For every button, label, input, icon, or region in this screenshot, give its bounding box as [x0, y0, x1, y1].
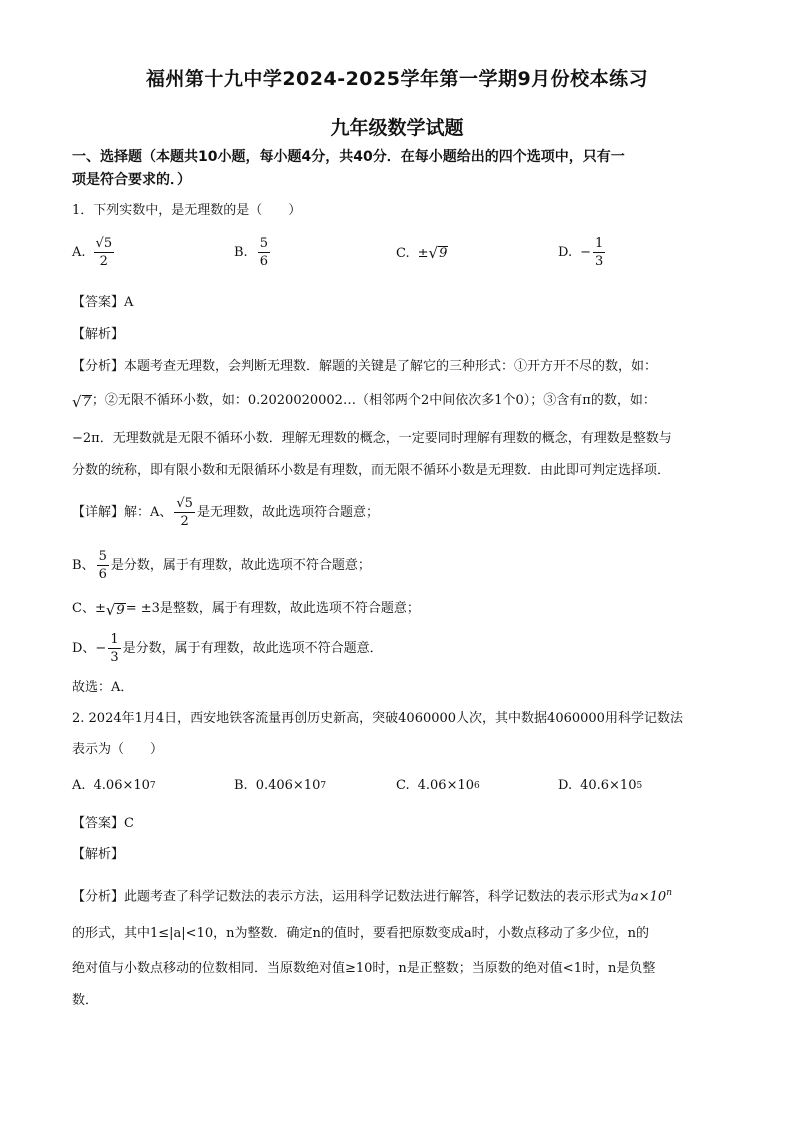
q1-option-a-denominator: 2: [99, 254, 108, 269]
q2-analysis-expression: a×10: [631, 889, 667, 905]
q1-detail-prefix: 【详解】解：A、: [72, 504, 173, 520]
q1-option-b-numerator: 5: [259, 236, 268, 251]
q1-detail-a-text: 是无理数，故此选项符合题意；: [196, 504, 379, 520]
q1-option-b: [234, 236, 272, 269]
q2-option-b-base: 0.406×10: [255, 778, 321, 793]
q1-option-c-radicand: 9: [439, 246, 448, 261]
q1-option-d: [558, 236, 607, 269]
q1-analysis-line1: 【分析】本题考查无理数，会判断无理数．解题的关键是了解它的三种形式：①开方开不尽的数，如：: [72, 359, 658, 374]
q1-analysis-line2-text: ；②无限不循环小数，如：0.2020020002…（相邻两个2中间依次多1个0）；③含有π的数，如：: [91, 393, 656, 408]
q1-analysis-label: 【解析】: [72, 327, 125, 342]
q1-option-a: [72, 236, 116, 269]
q1-option-a-fraction: [94, 236, 115, 269]
q1-detail-a-numerator: √5: [176, 496, 193, 511]
q1-answer: 【答案】A: [72, 295, 134, 310]
section-heading-line2: 项是符合要求的．）: [72, 172, 191, 188]
q1-option-b-denominator: 6: [259, 254, 268, 269]
q1-detail-d: [72, 632, 383, 665]
q2-analysis-line1: [72, 884, 672, 906]
q2-option-c-base: 4.06×10: [417, 778, 475, 793]
q1-detail-b-numerator: 5: [98, 549, 107, 564]
q1-detail-c-prefix: C、±: [72, 601, 106, 616]
radical-sign-icon: √: [72, 393, 82, 411]
q2-analysis-line2: 的形式，其中1≤|a|<10，n为整数．确定n的值时，要看把原数变成a时，小数点移动了多少位，n的: [72, 926, 649, 941]
q1-analysis-radicand: 7: [82, 395, 91, 410]
q1-option-b-fraction: [258, 236, 270, 269]
q1-option-c: [396, 246, 448, 261]
q1-detail-b: [72, 549, 371, 582]
q1-option-c-label: C.: [396, 246, 410, 261]
q2-option-a-exponent: 7: [149, 780, 156, 791]
q1-option-a-numerator: √5: [95, 236, 113, 251]
q1-detail-d-text: 是分数，属于有理数，故此选项不符合题意．: [122, 640, 383, 656]
q1-analysis-line4: 分数的统称，即有限小数和无限循环小数是有理数，而无限不循环小数是无理数．由此即可判定选择项．: [72, 463, 671, 478]
q1-option-c-pm: ±: [417, 246, 429, 261]
q1-option-d-label: D.: [558, 245, 573, 260]
q2-option-b: [234, 778, 326, 793]
q2-option-b-label: B.: [234, 778, 248, 793]
q1-detail-d-prefix: D、−: [72, 640, 107, 656]
q1-detail-a-denominator: 2: [180, 514, 189, 529]
q2-option-c-label: C.: [396, 778, 410, 793]
section-heading-line1: 一、选择题（本题共10小题，每小题4分，共40分．在每小题给出的四个选项中，只有一: [72, 149, 625, 165]
q2-option-d-label: D.: [558, 778, 573, 793]
q2-option-d: [558, 778, 642, 793]
q2-option-c: [396, 778, 480, 793]
question-2-stem-line2: 表示为（ ）: [72, 742, 164, 757]
document-subtitle: 九年级数学试题: [330, 117, 464, 139]
q1-detail-b-denominator: 6: [98, 567, 107, 582]
q1-detail-c-text: = ±3是整数，属于有理数，故此选项不符合题意；: [125, 601, 420, 616]
q1-detail-a-fraction: [174, 496, 195, 529]
question-1-stem: 1．下列实数中，是无理数的是（ ）: [72, 203, 302, 218]
q1-detail-b-fraction: [97, 549, 109, 582]
q1-detail-c-radicand: 9: [116, 603, 125, 618]
q2-option-b-exponent: 7: [320, 780, 327, 791]
radical-sign-icon: √: [428, 244, 439, 262]
q1-option-c-radical: [429, 246, 449, 261]
q1-detail-b-prefix: B、: [72, 557, 95, 573]
q1-option-d-fraction: [593, 236, 605, 269]
q2-option-a: [72, 778, 156, 793]
q2-option-d-base: 40.6×10: [580, 778, 637, 793]
radical-sign-icon: √: [105, 601, 116, 619]
q1-detail-c-radical: [106, 603, 126, 618]
q1-choice: 故选：A．: [72, 680, 134, 695]
q1-detail-d-denominator: 3: [110, 650, 119, 665]
q2-option-c-exponent: 6: [474, 780, 480, 791]
q2-analysis-label: 【解析】: [72, 847, 125, 862]
q1-detail-c: [72, 600, 420, 618]
q2-analysis-exponent: n: [666, 888, 672, 898]
q1-detail-b-text: 是分数，属于有理数，故此选项不符合题意；: [110, 557, 371, 573]
q2-answer: 【答案】C: [72, 816, 134, 831]
q1-detail-d-numerator: 1: [110, 632, 119, 647]
q1-analysis-line3: −2π．无理数就是无限不循环小数．理解无理数的概念，一定要同时理解有理数的概念，有理数是整数与: [72, 431, 672, 446]
q2-option-d-exponent: 5: [636, 780, 643, 791]
question-2-stem-line1: 2. 2024年1月4日，西安地铁客流量再创历史新高，突破4060000人次，其中数据4060000用科学记数法: [72, 711, 683, 726]
q1-analysis-radical: [72, 395, 92, 410]
q1-option-a-label: A.: [72, 245, 86, 260]
q2-option-a-base: 4.06×10: [93, 778, 150, 793]
q1-detail-a: [72, 496, 379, 529]
q1-option-d-denominator: 3: [595, 254, 604, 269]
q1-option-d-minus: −: [580, 245, 591, 260]
q2-analysis-line4: 数．: [72, 993, 99, 1008]
q1-analysis-line2: [72, 392, 656, 410]
q1-detail-d-fraction: [108, 632, 120, 665]
document-title: 福州第十九中学2024-2025学年第一学期9月份校本练习: [145, 68, 649, 90]
q1-option-d-numerator: 1: [595, 236, 604, 251]
q2-analysis-line1-text: 【分析】此题考查了科学记数法的表示方法，运用科学记数法进行解答，科学记数法的表示形式为: [72, 889, 632, 905]
q2-option-a-label: A.: [72, 778, 86, 793]
q1-option-b-label: B.: [234, 245, 248, 260]
q2-analysis-line3: 绝对值与小数点移动的位数相同．当原数绝对值≥10时，n是正整数；当原数的绝对值<1时，n是负整: [72, 961, 656, 976]
